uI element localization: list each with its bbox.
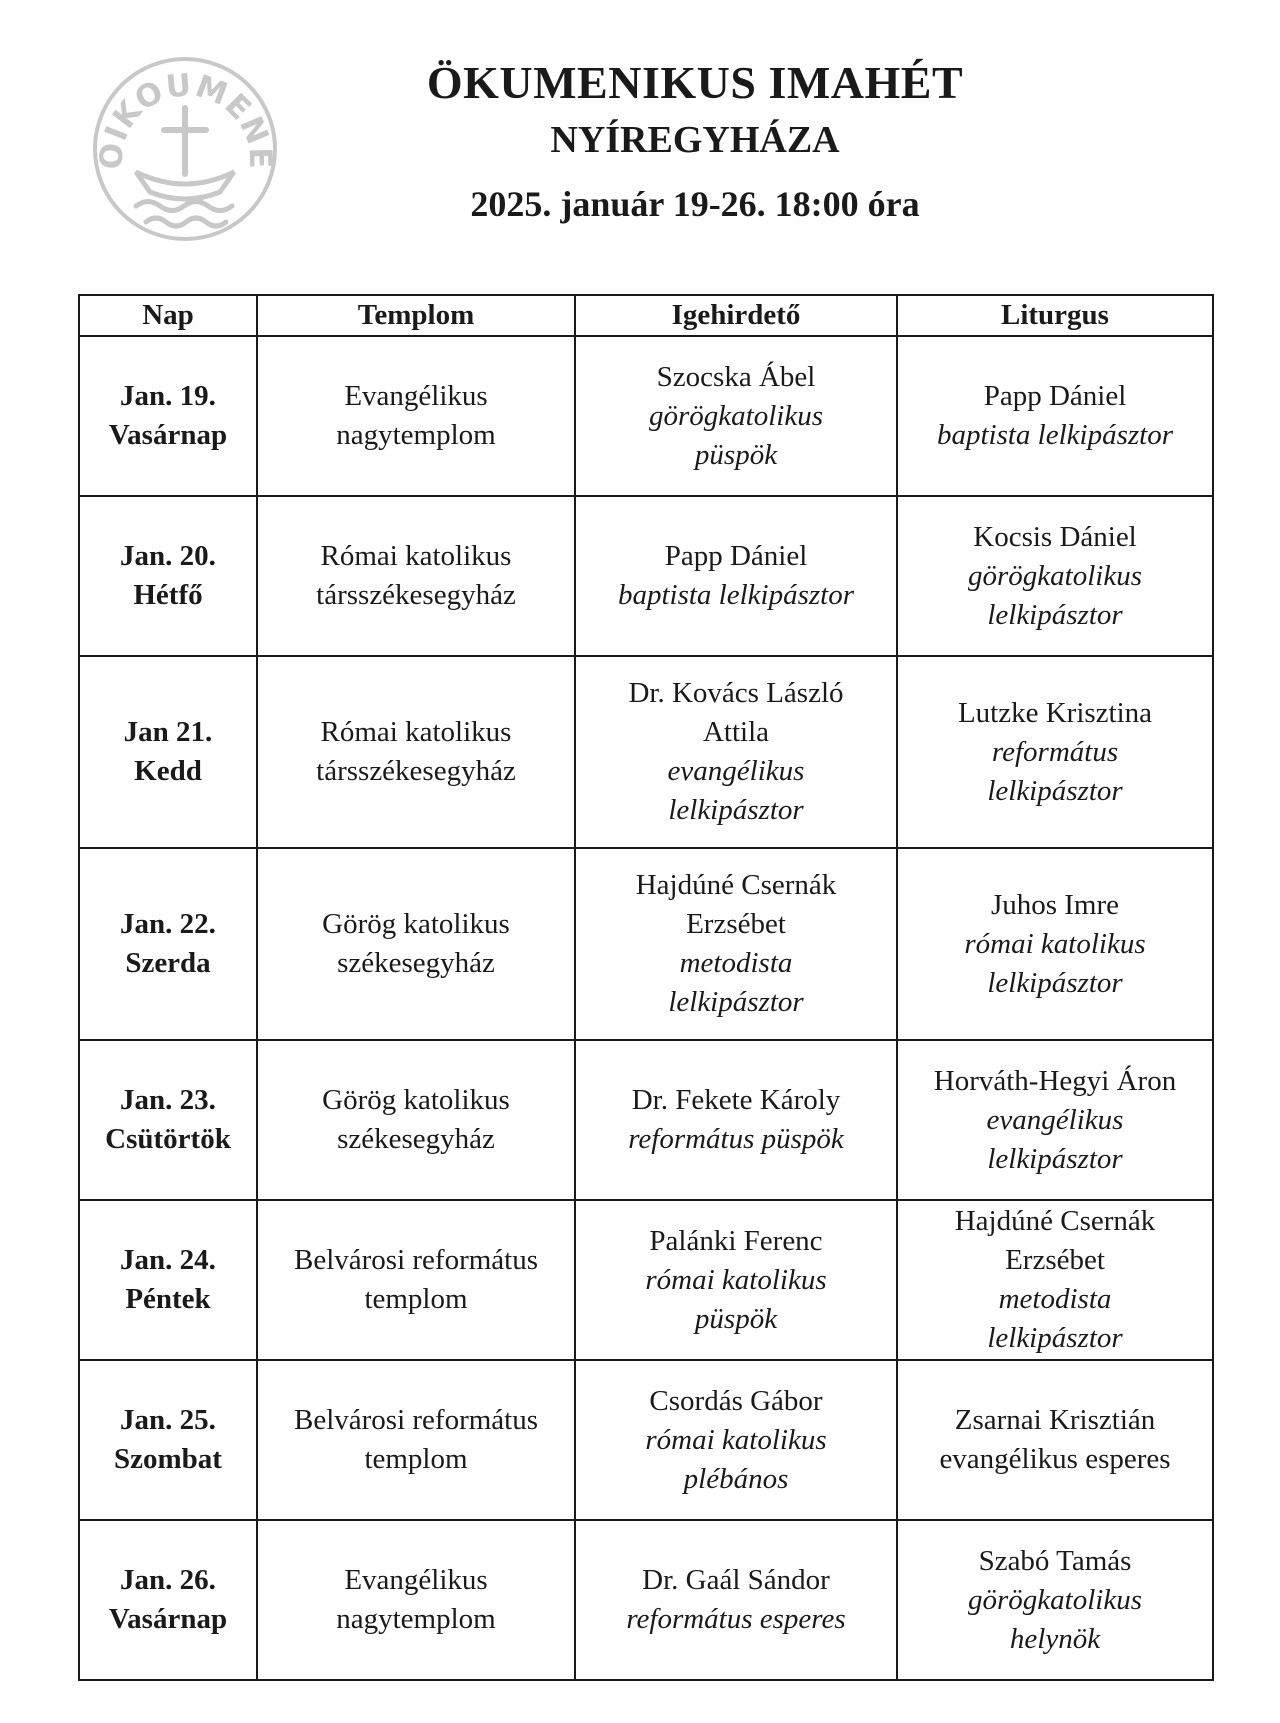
cell-church (257, 848, 575, 1040)
church-text: templom (364, 1443, 468, 1475)
liturgist-role: lelkipásztor (987, 966, 1123, 999)
liturgist-name: Szabó Tamás (978, 1544, 1132, 1577)
page-title: ÖKUMENIKUS IMAHÉT (426, 57, 964, 108)
page-city: NYÍREGYHÁZA (550, 119, 840, 161)
preacher-role: görögkatolikus (649, 399, 823, 432)
cell-church (257, 656, 575, 848)
liturgist-role: görögkatolikus (968, 559, 1142, 592)
schedule-body (79, 336, 1213, 1680)
day-text: Hétfő (133, 579, 203, 611)
liturgist-role: metodista (998, 1283, 1112, 1315)
cell-preacher (575, 848, 897, 1040)
cell-preacher (575, 656, 897, 848)
header-preacher: Igehirdető (575, 295, 897, 336)
cell-liturgist (897, 1520, 1213, 1680)
day-text: Csütörtök (105, 1123, 231, 1155)
church-text: Görög katolikus (322, 1084, 510, 1116)
cell-day (79, 496, 257, 656)
day-text: Jan. 22. (120, 908, 216, 940)
church-text: templom (364, 1283, 468, 1315)
cell-preacher (575, 1040, 897, 1200)
header-day: Nap (79, 295, 257, 336)
liturgist-role: lelkipásztor (987, 1142, 1123, 1175)
cell-preacher (575, 1520, 897, 1680)
header-liturgist: Liturgus (897, 295, 1213, 336)
day-text: Vasárnap (108, 1603, 228, 1635)
liturgist-name: Juhos Imre (990, 888, 1120, 921)
cell-day (79, 1200, 257, 1360)
preacher-name: Szocska Ábel (656, 360, 816, 393)
cell-church (257, 1040, 575, 1200)
preacher-role: plébános (683, 1462, 789, 1495)
day-text: Jan. 26. (120, 1564, 216, 1596)
cell-church (257, 1200, 575, 1360)
preacher-role: püspök (694, 1302, 778, 1335)
cell-liturgist (897, 1360, 1213, 1520)
preacher-name: Dr. Gaál Sándor (642, 1564, 830, 1596)
preacher-role: református esperes (626, 1603, 846, 1635)
church-text: Görög katolikus (322, 908, 510, 940)
liturgist-role: református (991, 735, 1119, 768)
table-row (79, 336, 1213, 496)
liturgist-role: lelkipásztor (987, 774, 1123, 807)
church-text: székesegyház (337, 1123, 495, 1155)
preacher-role: római katolikus (645, 1263, 827, 1296)
preacher-role: baptista lelkipásztor (617, 579, 855, 611)
liturgist-name: Erzsébet (1005, 1244, 1105, 1276)
liturgist-role: római katolikus (964, 927, 1146, 960)
cell-day (79, 1040, 257, 1200)
day-text: Jan. 24. (120, 1244, 216, 1276)
preacher-role: lelkipásztor (668, 794, 804, 826)
table-header-row (79, 295, 1213, 336)
liturgist-role: görögkatolikus (968, 1583, 1142, 1616)
preacher-name: Palánki Ferenc (649, 1224, 823, 1257)
day-text: Vasárnap (108, 419, 228, 451)
preacher-role: metodista (679, 947, 793, 979)
cell-day (79, 1360, 257, 1520)
cell-church (257, 496, 575, 656)
cell-liturgist (897, 336, 1213, 496)
church-text: Evangélikus (344, 380, 488, 412)
cell-liturgist (897, 496, 1213, 656)
liturgist-role: evangélikus esperes (939, 1443, 1171, 1475)
cell-day (79, 656, 257, 848)
cell-liturgist (897, 656, 1213, 848)
cell-preacher (575, 496, 897, 656)
preacher-name: Attila (702, 716, 770, 748)
church-text: Evangélikus (344, 1564, 488, 1596)
preacher-role: református püspök (628, 1123, 844, 1155)
church-text: Belvárosi református (293, 1244, 538, 1276)
table-row (79, 1200, 1213, 1360)
event-date: 2025. január 19-26. 18:00 óra (470, 184, 920, 224)
cell-church (257, 1360, 575, 1520)
liturgist-name: Lutzke Krisztina (957, 696, 1153, 729)
preacher-role: lelkipásztor (668, 986, 804, 1018)
cell-day (79, 336, 257, 496)
day-text: Szombat (114, 1443, 222, 1475)
cell-liturgist (897, 848, 1213, 1040)
oikoumene-logo (92, 56, 278, 242)
day-text: Jan. 23. (120, 1084, 216, 1116)
church-text: társszékesegyház (316, 755, 516, 787)
table-row (79, 1520, 1213, 1680)
page-header (300, 54, 1090, 230)
cell-church (257, 1520, 575, 1680)
church-text: Római katolikus (320, 540, 512, 572)
day-text: Jan. 20. (120, 540, 216, 572)
liturgist-name: Zsarnai Krisztián (954, 1404, 1156, 1436)
liturgist-role: lelkipásztor (987, 1322, 1123, 1354)
liturgist-role: helynök (1009, 1622, 1101, 1655)
church-text: nagytemplom (336, 419, 496, 451)
table-row (79, 1360, 1213, 1520)
day-text: Jan 21. (123, 716, 213, 748)
preacher-name: Papp Dániel (664, 540, 808, 572)
day-text: Kedd (134, 755, 202, 787)
preacher-name: Dr. Kovács László (628, 677, 844, 709)
liturgist-name: Horváth-Hegyi Áron (933, 1064, 1177, 1097)
liturgist-name: Papp Dániel (983, 380, 1127, 412)
cell-church (257, 336, 575, 496)
cell-preacher (575, 336, 897, 496)
cell-preacher (575, 1200, 897, 1360)
liturgist-name: Kocsis Dániel (973, 520, 1137, 553)
day-text: Jan. 19. (120, 380, 216, 412)
cell-liturgist (897, 1200, 1213, 1360)
preacher-name: Hajdúné Csernák (635, 869, 837, 901)
preacher-role: római katolikus (645, 1423, 827, 1456)
table-row (79, 1040, 1213, 1200)
liturgist-role: lelkipásztor (987, 598, 1123, 631)
church-text: székesegyház (337, 947, 495, 979)
preacher-role: evangélikus (667, 755, 805, 787)
preacher-name: Erzsébet (686, 908, 786, 940)
church-text: Római katolikus (320, 716, 512, 748)
preacher-role: püspök (694, 438, 778, 471)
preacher-name: Csordás Gábor (649, 1384, 823, 1417)
schedule-table (78, 294, 1214, 1681)
preacher-name: Dr. Fekete Károly (631, 1084, 841, 1116)
cell-day (79, 848, 257, 1040)
day-text: Péntek (125, 1283, 211, 1315)
church-text: társszékesegyház (316, 579, 516, 611)
cell-day (79, 1520, 257, 1680)
cell-liturgist (897, 1040, 1213, 1200)
cell-preacher (575, 1360, 897, 1520)
liturgist-name: Hajdúné Csernák (954, 1205, 1156, 1237)
header-church: Templom (257, 295, 575, 336)
day-text: Szerda (125, 947, 211, 979)
church-text: nagytemplom (336, 1603, 496, 1635)
oikoumene-boat-cross-icon (136, 108, 234, 226)
liturgist-role: baptista lelkipásztor (936, 419, 1174, 451)
table-row (79, 496, 1213, 656)
liturgist-role: evangélikus (986, 1103, 1124, 1136)
table-row (79, 848, 1213, 1040)
church-text: Belvárosi református (293, 1404, 538, 1436)
day-text: Jan. 25. (120, 1404, 216, 1436)
table-row (79, 656, 1213, 848)
logo-text: OIKOUMENE (93, 67, 278, 171)
